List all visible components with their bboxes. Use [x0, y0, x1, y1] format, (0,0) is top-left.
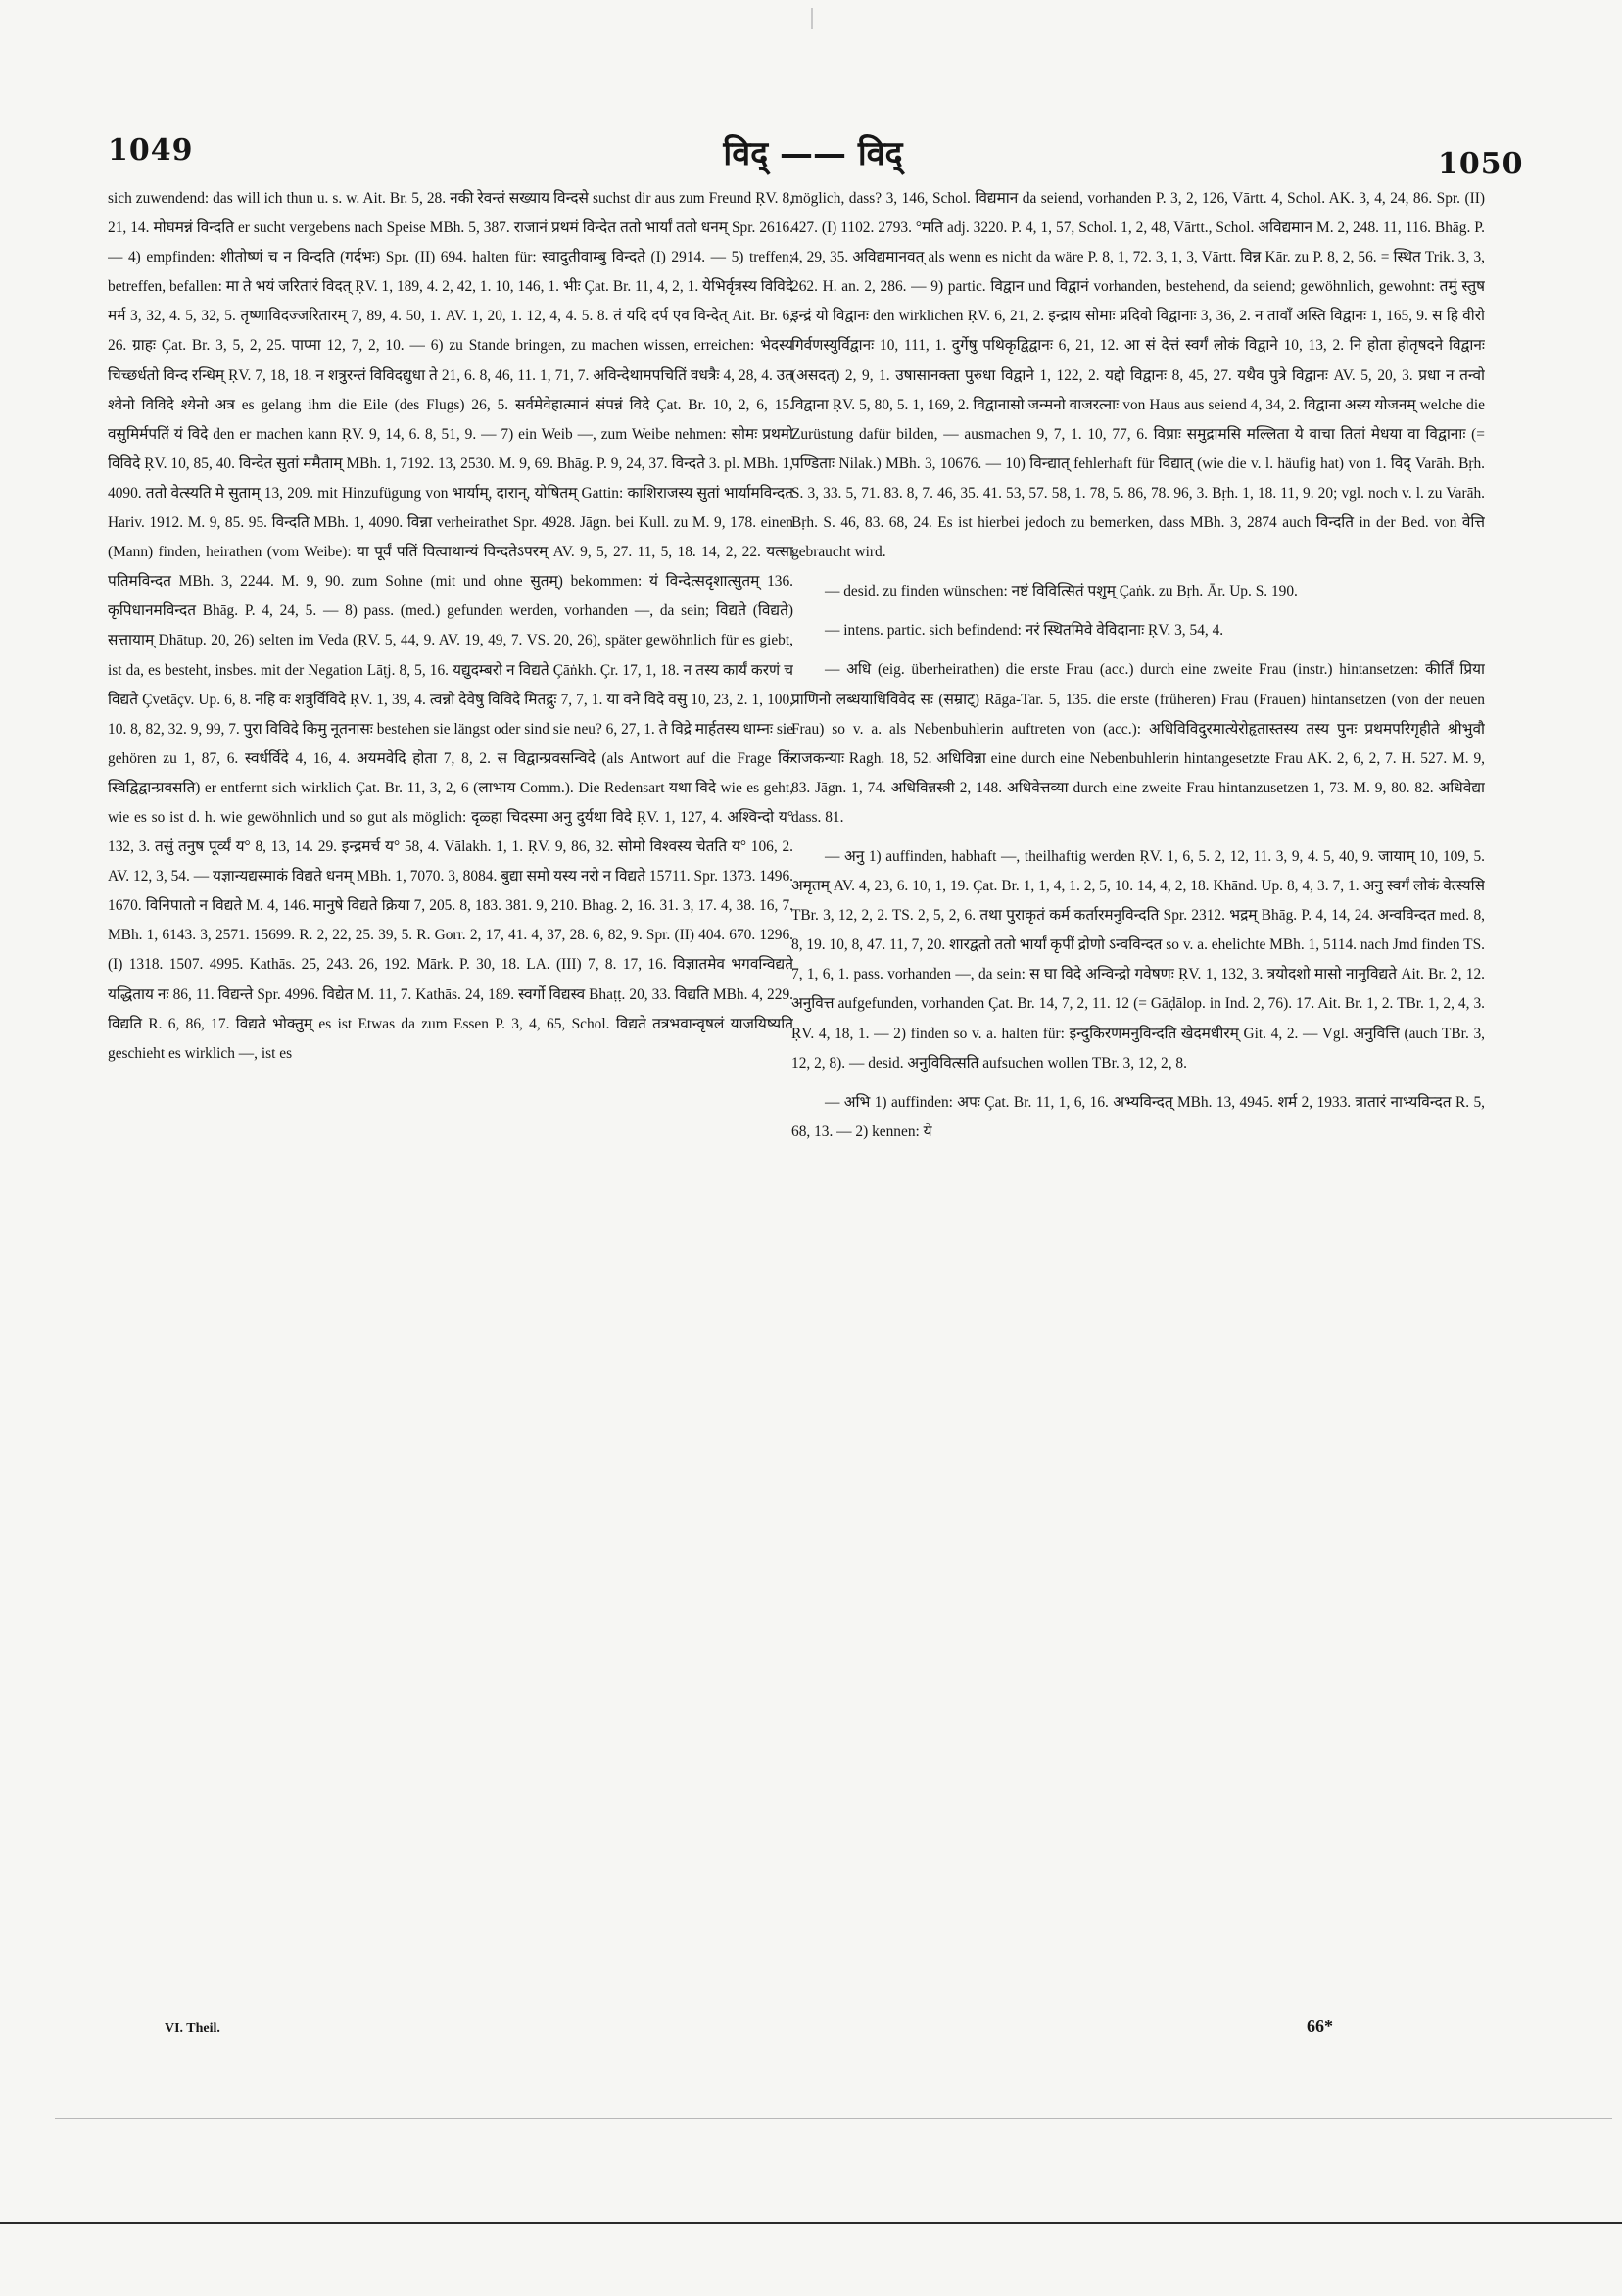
left-column-paragraph: sich zuwendend: das will ich thun u. s. w. Ait. Br. 5, 28. नकी रेवन्तं सख्याय विन्दसे suchst dir aus zum Freund ṚV. 8, 21, 14. मोघमन्नं विन्दति er sucht vergebens nach Speise MBh. 5, 387. राजानं प्रथमं विन्देत ततो भार्यां ततो धनम् Spr. 2616. — 4) empfinden: शीतोष्णं च न विन्दति (गर्दभः) Spr. (II) 694. halten für: स्वादुतीवाम्बु विन्दते (I) 2914. — 5) treffen; betreffen, befallen: मा ते भयं जरितारं विदत् ṚV. 1, 189, 4. 2, 42, 1. 10, 146, 1. भीः Çat. Br. 11, 4, 2, 1. येभिर्वृत्रस्य विविदे मर्म 3, 32, 4. 5, 32, 5. तृष्णाविदज्जरितारम् 7, 89, 4. 50, 1. AV. 1, 20, 1. 12, 4, 4. 5. 8. तं यदि दर्प एव विन्देत् Ait. Br. 6, 26. ग्राहः Çat. Br. 3, 5, 2, 25. पाप्मा 12, 7, 2, 10. — 6) zu Stande bringen, zu machen wissen, erreichen: भेदस्य चिच्छर्धतो विन्द रन्धिम् ṚV. 7, 18, 18. न शत्रुरन्तं विविदद्युधा ते 21, 6. 8, 46, 11. 1, 71, 7. अविन्देथामपचितिं वधत्रैः 4, 28, 4. उत श्वेनो विविदे श्येनो अत्र es gelang ihm die Eile (des Flugs) 26, 5. सर्वमेवेहात्मानं संपन्नं विदे Çat. Br. 10, 2, 6, 15. वसुमिर्मपतिं यं विदे den er machen kann ṚV. 9, 14, 6. 8, 51, 9. — 7) ein Weib —, zum Weibe nehmen: सोमः प्रथमो विविदे ṚV. 10, 85, 40. विन्देत सुतां ममैताम् MBh. 1, 7192. 13, 2530. M. 9, 69. Bhāg. P. 9, 24, 37. विन्दते 3. pl. MBh. 1, 4090. ततो वेत्स्यति मे सुताम् 13, 209. mit Hinzufügung von भार्याम्, दारान्, योषितम् Gattin: काशिराजस्य सुतां भार्यामविन्दत Hariv. 1912. M. 9, 85. 95. विन्दति MBh. 1, 4090. विन्ना verheirathet Spr. 4928. Jāgn. bei Kull. zu M. 9, 178. einen (Mann) finden, heirathen (vom Weibe): या पूर्वं पतिं वित्वाथान्यं विन्दतेऽपरम् AV. 9, 5, 27. 11, 5, 18. 14, 2, 22. यत्सा पतिमविन्दत MBh. 3, 2244. M. 9, 90. zum Sohne (mit und ohne सुतम्) bekommen: यं विन्देत्सदृशात्सुतम् 136. कृपिधानमविन्दत Bhāg. P. 4, 24, 5. — 8) pass. (med.) gefunden werden, vorhanden —, da sein; विद्यते (विद्यते) सत्तायाम् Dhātup. 20, 26) selten im Veda (ṚV. 5, 44, 9. AV. 19, 49, 7. VS. 20, 26), später gewöhnlich für es giebt, ist da, es besteht, insbes. mit der Negation Lāṭj. 8, 5, 16. यद्युदम्बरो न विद्यते Çāṅkh. Çr. 17, 1, 18. न तस्य कार्यं करणं च विद्यते Çvetāçv. Up. 6, 8. नहि वः शत्रुर्विविदे ṚV. 1, 39, 4. त्वन्नो देवेषु विविदे मितद्रुः 7, 7, 1. या वने विदे वसु 10, 23, 2. 1, 100, 10. 8, 82, 32. 9, 99, 7. पुरा विविदे किमु नूतनासः bestehen sie längst oder sind sie neu? 6, 27, 1. ते विद्रे मार्हतस्य धाम्नः sie gehören zu 1, 87, 6. स्वर्धर्विदे 4, 16, 4. अयमवेदि होता 7, 8, 2. स विद्वान्प्रवसन्विदे (als Antwort auf die Frage किं स्विद्विद्वान्प्रवसति) er entfernt sich wirklich Çat. Br. 11, 3, 2, 6 (लाभाय Comm.). Die Redensart यथा विदे wie es geht, wie es so ist d. h. wie gewöhnlich und so gut als möglich: दृळ्हा चिदस्मा अनु दुर्यथा विदे ṚV. 1, 127, 4. अश्विन्दो य° 132, 3. तसुं तनुष पूर्व्यं य° 8, 13, 14. 29. इन्द्रमर्च य° 58, 4. Vālakh. 1, 1. ṚV. 9, 86, 32. सोमो विश्वस्य चेतति य° 106, 2. AV. 12, 3, 54. — यज्ञान्यद्यस्माकं विद्यते धनम् MBh. 1, 7070. 3, 8084. बुद्या समो यस्य नरो न विद्यते 15711. Spr. 1373. 1496. 1670. विनिपातो न विद्यते M. 4, 146. मानुषे विद्यते क्रिया 7, 205. 8, 183. 381. 9, 210. Bhag. 2, 16. 31. 3, 17. 4, 38. 16, 7. MBh. 1, 6143. 3, 2571. 15699. R. 2, 22, 25. 39, 5. R. Gorr. 2, 17, 41. 4, 37, 28. 6, 82, 9. Spr. (II) 404. 670. 1296. (I) 1318. 1507. 4995. Kathās. 25, 243. 26, 192. Mārk. P. 30, 18. LA. (III) 7, 8. 17, 16. विज्ञातमेव भगवन्विद्यते यद्धिताय नः 86, 11. विद्यन्ते Spr. 4996. विद्येत M. 11, 7. Kathās. 24, 189. स्वर्गो विद्यस्व Bhaṭṭ. 20, 33. विद्यति MBh. 4, 229. विद्यति R. 6, 86, 17. विद्यते भोक्तुम् es ist Etwas da zum Essen P. 3, 4, 65, Schol. विद्यते तत्रभवान्वृषलं याजयिष्यति geschieht es wirklich —, ist es	[108, 190, 793, 1062]
divider-line	[55, 2118, 1612, 2119]
scan-mark	[811, 8, 813, 29]
left-page-number: 1049	[108, 133, 194, 167]
left-column	[108, 184, 793, 2016]
right-column-paragraph: — अनु 1) auffinden, habhaft —, theilhaftig werden ṚV. 1, 6, 5. 2, 12, 11. 3, 9, 4. 5, 40, 9. जायाम् 10, 109, 5. अमृतम् AV. 4, 23, 6. 10, 1, 19. Çat. Br. 1, 1, 4, 1. 2, 5, 10. 14, 4, 2, 18. Khānd. Up. 8, 4, 3. 7, 1. अनु स्वर्गं लोकं वेत्स्यसि TBr. 3, 12, 2, 2. TS. 2, 5, 2, 6. तथा पुराकृतं कर्म कर्तारमनुविन्दति Spr. 2312. भद्रम् Bhāg. P. 4, 14, 24. अन्वविन्दत med. 8, 8, 19. 10, 8, 47. 11, 7, 20. शारद्वतो ततो भार्यां कृपीं द्रोणो ऽन्वविन्दत so v. a. ehelichte MBh. 1, 5114. nach Jmd finden TS. 7, 1, 6, 1. pass. vorhanden —, da sein: स घा विदे अन्विन्द्रो गवेषणः ṚV. 1, 132, 3. त्रयोदशो मासो नानुविद्यते Ait. Br. 2, 12. अनुवित्त aufgefunden, vorhanden Çat. Br. 14, 7, 2, 11. 12 (= Gāḍālop. in Ind. 2, 76). 17. Ait. Br. 1, 2. TBr. 1, 2, 4, 3. ṚV. 4, 18, 1. — 2) finden so v. a. halten für: इन्दुकिरणमनुविन्दति खेदमधीरम् Git. 4, 2. — Vgl. अनुवित्ति (auch TBr. 3, 12, 2, 8). — desid. अनुविवित्सति aufsuchen wollen TBr. 3, 12, 2, 8.	[791, 847, 1485, 1072]
running-head: विद् —— विद्	[723, 134, 903, 173]
right-page-number: 1050	[1438, 147, 1524, 181]
right-column-paragraph: — अभि 1) auffinden: अपः Çat. Br. 11, 1, 6, 16. अभ्यविन्दत् MBh. 13, 4945. शर्म 2, 1933. त्रातारं नाभ्यविन्दत R. 5, 68, 13. — 2) kennen: ये	[791, 1093, 1485, 1140]
bottom-rule	[0, 2222, 1622, 2224]
signature-mark: 66*	[1307, 2016, 1333, 2035]
right-column-paragraph: — अधि (eig. überheirathen) die erste Frau (acc.) durch eine zweite Frau (instr.) hintansetzen: कीर्तिं प्रिया प्राणिनो लब्धयाधिविवेद सः (सम्राट्) Rāga-Tar. 5, 135. die erste (früheren) Frau (Frauen) hintansetzen (von der neuen Frau) so v. a. als Nebenbuhlerin auftreten von (acc.): अधिविविदुरमात्येरोहृतास्तस्य तस्य पुनः प्रथमपरिगृहीते श्रीभुवौ राजकन्याः Ragh. 18, 52. अधिविन्ना eine durch eine Nebenbuhlerin hintangesetzte Frau AK. 2, 6, 2, 7. H. 527. M. 9, 83. Jāgn. 1, 74. अधिविन्नस्त्री 2, 148. अधिवेत्तव्या durch eine zweite Frau hintanzusetzen 1, 73. M. 9, 80. 82. अधिवेद्या dass. 81.	[791, 661, 1485, 826]
right-column	[791, 184, 1485, 2016]
volume-label: VI. Theil.	[165, 2021, 220, 2035]
right-column-paragraph: — intens. partic. sich befindend: नरं स्थितमिवे वेविदानाः ṚV. 3, 54, 4.	[825, 622, 1224, 640]
right-column-paragraph: — desid. zu finden wünschen: नष्टं विवित्सितं पशुम् Çaṅk. zu Bṛh. Ār. Up. S. 190.	[825, 583, 1298, 600]
right-column-paragraph: möglich, dass? 3, 146, Schol. विद्यमान da seiend, vorhanden P. 3, 2, 126, Vārtt. 4, Schol. AK. 3, 4, 24, 86. Spr. (II) 427. (I) 1102. 2793. °मति adj. 3220. P. 4, 1, 57, Schol. 1, 2, 48, Vārtt., Schol. अविद्यमान M. 2, 248. 11, 116. Bhāg. P. 4, 29, 35. अविद्यमानवत् als wenn es nicht da wäre P. 8, 1, 72. 3, 1, 3, Vārtt. विन्न Kār. zu P. 8, 2, 56. = स्थित Trik. 3, 3, 262. H. an. 2, 286. — 9) partic. विद्वान und विद्वानं vorhanden, bestehend, da seiend; gewöhnlich, gewohnt: तमुं स्तुष इन्द्रं यो विद्वानः den wirklichen ṚV. 6, 21, 2. इन्द्राय सोमाः प्रदिवो विद्वानाः 3, 36, 2. न तावाँ अस्ति विद्वानः 1, 165, 9. स हि वीरो गिर्वणस्युर्विद्वानः 10, 111, 1. दुर्गेषु पथिकृद्विद्वानः 6, 21, 12. आ सं देत्तं स्वर्गं लोकं विद्वाने 10, 13, 2. नि होता होतृषदने विद्वानः (असदत्) 2, 9, 1. उषासानक्ता पुरुधा विद्वाने 1, 122, 2. यद्दो विद्वानः 8, 45, 27. यथैव पुत्रे विद्वानः AV. 5, 20, 3. प्रधा न तन्वो विद्वाना ṚV. 5, 80, 5. 1, 169, 2. विद्वानासो जन्मनो वाजरत्नाः von Haus aus seiend 4, 34, 2. विद्वाना अस्य योजनम् welche die Zurüstung dafür bilden, — ausmachen 9, 7, 1. 10, 77, 6. विप्राः समुद्रामसि मल्लिता ये वाचा तितां मेधया वा विद्वानाः (= पण्डिताः Nilak.) MBh. 3, 10676. — 10) विन्द्यात् fehlerhaft für विद्यात् (wie die v. l. häufig hat) von 1. विद् Varāh. Bṛh. S. 3, 33. 5, 71. 83. 8, 7. 46, 35. 41. 53, 57. 58, 1. 78, 5. 86, 78. 96, 3. Bṛh. 1, 18. 11, 9. 20; vgl. noch v. l. zu Varāh. Bṛh. S. 46, 83. 68, 24. Es ist hierbei jedoch zu bemerken, dass MBh. 3, 2874 auch विन्दति in der Bed. von वेत्ति gebraucht wird.	[791, 190, 1485, 561]
